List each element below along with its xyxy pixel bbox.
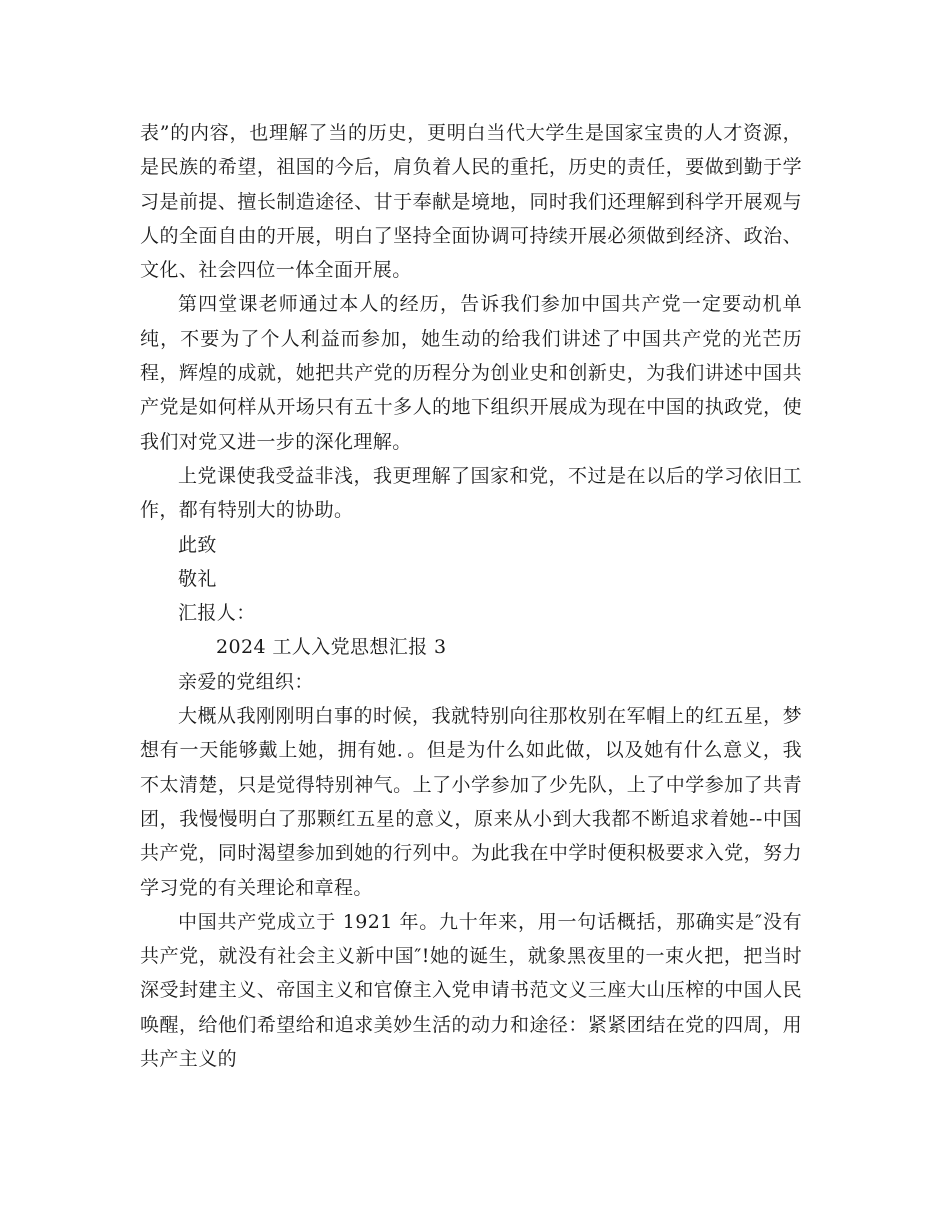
section-heading: 2024 工人入党思想汇报 3 [216,636,447,659]
closing-jingli: 敬礼 [178,567,217,590]
paragraph-fourth-lesson: 第四堂课老师通过本人的经历，告诉我们参加中国共产党一定要动机单纯，不要为了个人利益而参加，她生动的给我们讲述了中国共产党的光芒历程，辉煌的成就，她把共产党的历程分为创业史和创新史，为我们讲述中国共产党是如何样从开场只有五十多人的地下组织开展成为现在中国的执政党，使我们对党又进一步的深化理解。 [140,293,802,453]
paragraph-party-founding: 中国共产党成立于 1921 年。九十年来，用一句话概括，那确实是″没有共产党，就没有社会主义新中国″!她的诞生，就象黑夜里的一束火把，把当时深受封建主义、帝国主义和官僚主入党申请书范文义三座大山压榨的中国人民唤醒，给他们希望给和追求美妙生活的动力和途径：紧紧团结在党的四周，用共产主义的 [140,910,802,1071]
paragraph-red-star: 大概从我刚刚明白事的时候，我就特别向往那枚别在军帽上的红五星，梦想有一天能够戴上她，拥有她．。但是为什么如此做，以及她有什么意义，我不太清楚，只是觉得特别神气。上了小学参加了少先队，上了中学参加了共青团，我慢慢明白了那颗红五星的意义，原来从小到大我都不断追求着她--中国共产党，同时渴望参加到她的行列中。为此我在中学时便积极要求入党，努力学习党的有关理论和章程。 [140,705,802,899]
reporter-label: 汇报人： [178,602,256,625]
document-body [140,116,802,1076]
paragraph-party-class-benefit: 上党课使我受益非浅，我更理解了国家和党，不过是在以后的学习依旧工作，都有特别大的协助。 [140,464,802,522]
salutation: 亲爱的党组织： [178,670,314,693]
closing-cizhi: 此致 [178,533,217,556]
paragraph-continuation: 表”的内容，也理解了当的历史，更明白当代大学生是国家宝贵的人才资源，是民族的希望，祖国的今后，肩负着人民的重托，历史的责任，要做到勤于学习是前提、擅长制造途径、甘于奉献是境地，同时我们还理解到科学开展观与人的全面自由的开展，明白了坚持全面协调可持续开展必须做到经济、政治、文化、社会四位一体全面开展。 [140,122,802,282]
